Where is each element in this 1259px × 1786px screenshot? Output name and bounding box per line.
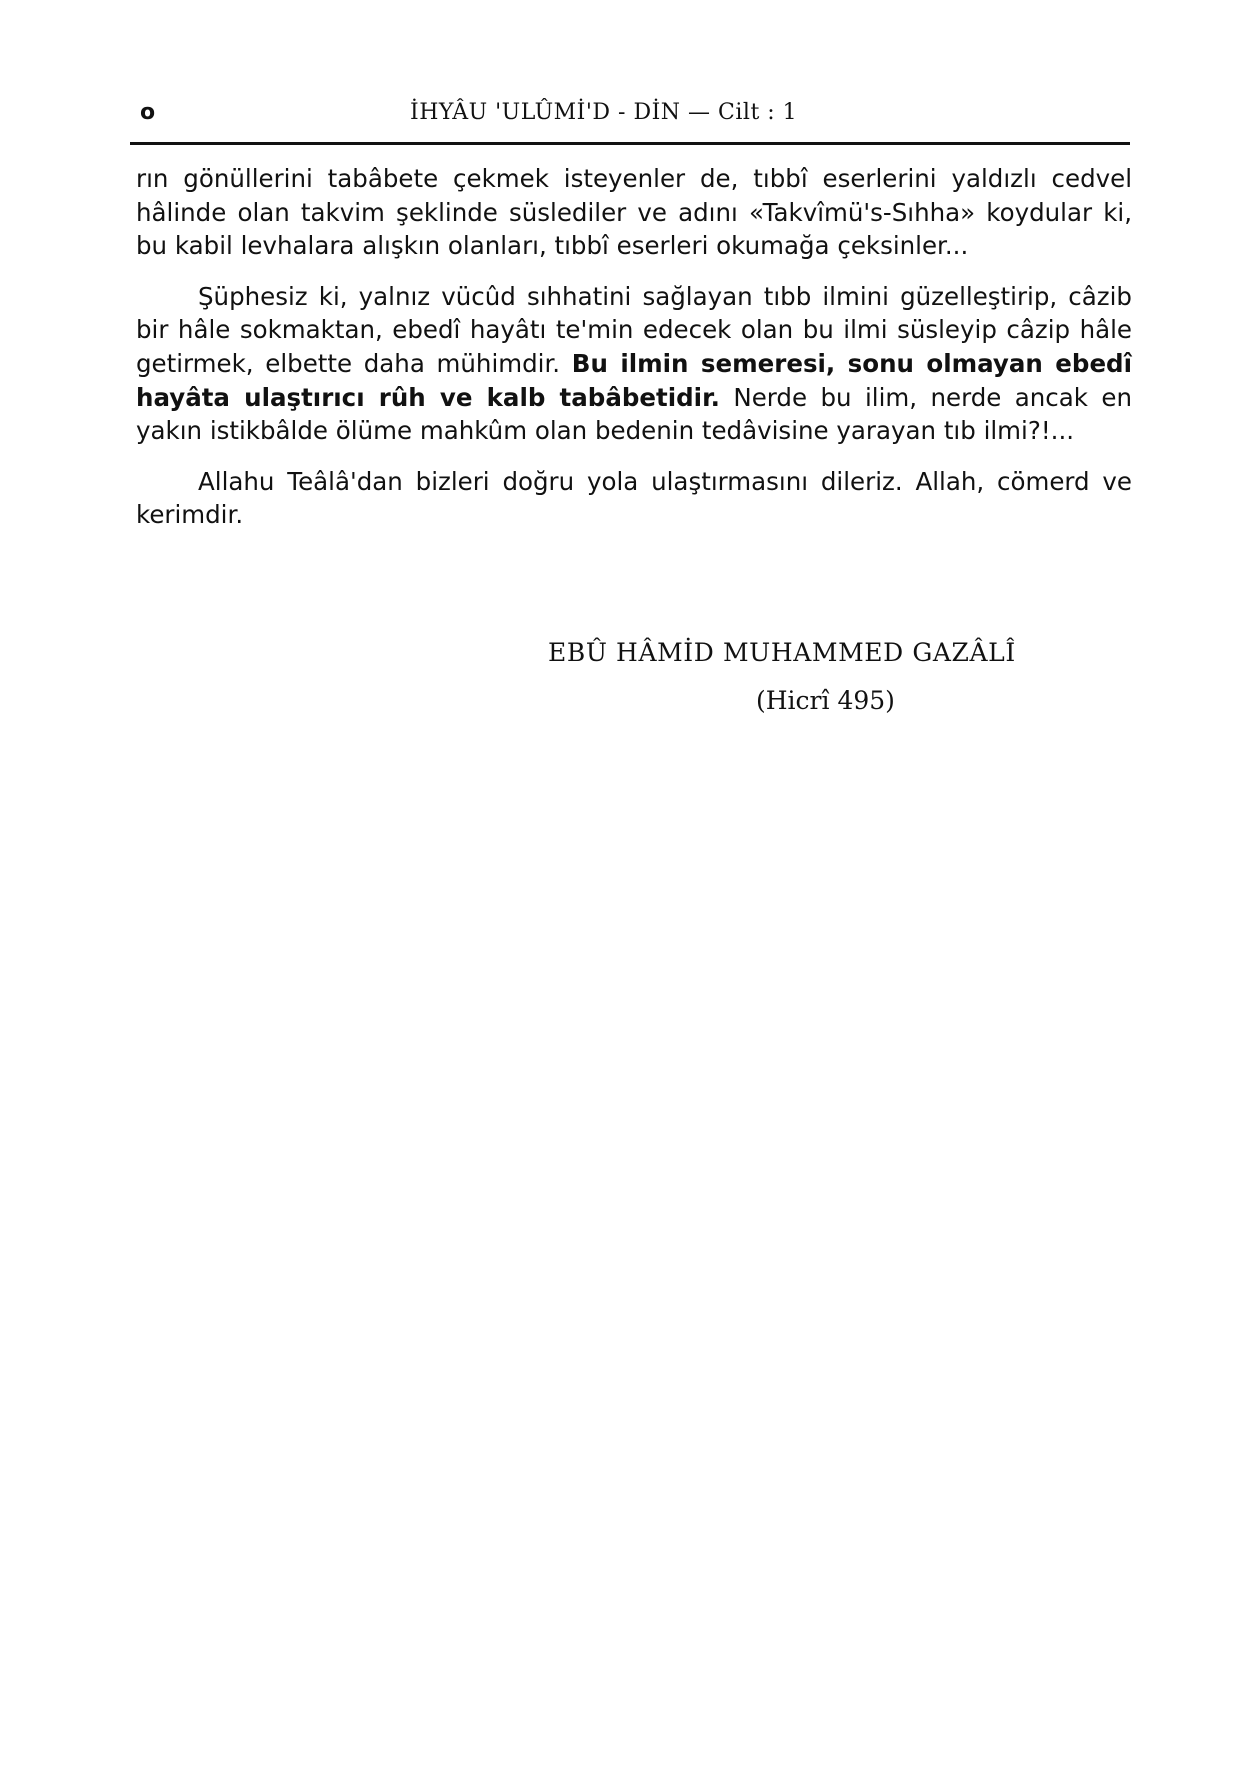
paragraph-2 [136,280,1132,448]
header-divider [130,142,1130,145]
paragraph-2-text: Şüphesiz ki, yalnız vücûd sıhhatini sağlayan tıbb ilmini güzelleştirip, câzib bir hâle sokmaktan, ebedî hayâtı te'min edecek olan bu ilmi süsleyip câzip hâle getirmek, elbette daha mühimdir. [136,281,1132,378]
running-title: İHYÂU 'ULÛMİ'D - DİN — Cilt : 1 [410,100,798,125]
running-header [140,98,1136,132]
paragraph-3: Allahu Teâlâ'dan bizleri doğru yola ulaştırmasını dileriz. Allah, cömerd ve kerimdir. [136,466,1132,530]
body-text [136,162,1132,549]
author-date: (Hicrî 495) [756,686,895,715]
paragraph-1: rın gönüllerini tabâbete çekmek isteyenler de, tıbbî eserlerini yaldızlı cedvel hâlinde olan takvim şeklinde süslediler ve adını «Takvîmü's-Sıhha» koydular ki, bu kabil levhalara alışkın olanları, tıbbî eserleri okumağa çeksinler... [136,164,1132,261]
paragraph-2-bold-text: Bu ilmin semeresi, sonu olmayan ebedî hayâta ulaştırıcı rûh ve kalb tabâbetidir. [136,348,1132,412]
author-name: EBÛ HÂMİD MUHAMMED GAZÂLÎ [548,638,1016,667]
page-number: o [140,100,156,125]
paragraph-2-tail-text: Nerde bu ilim, nerde ancak en yakın istikbâlde ölüme mahkûm olan bedenin tedâvisine yarayan tıb ilmi?!... [136,382,1132,446]
